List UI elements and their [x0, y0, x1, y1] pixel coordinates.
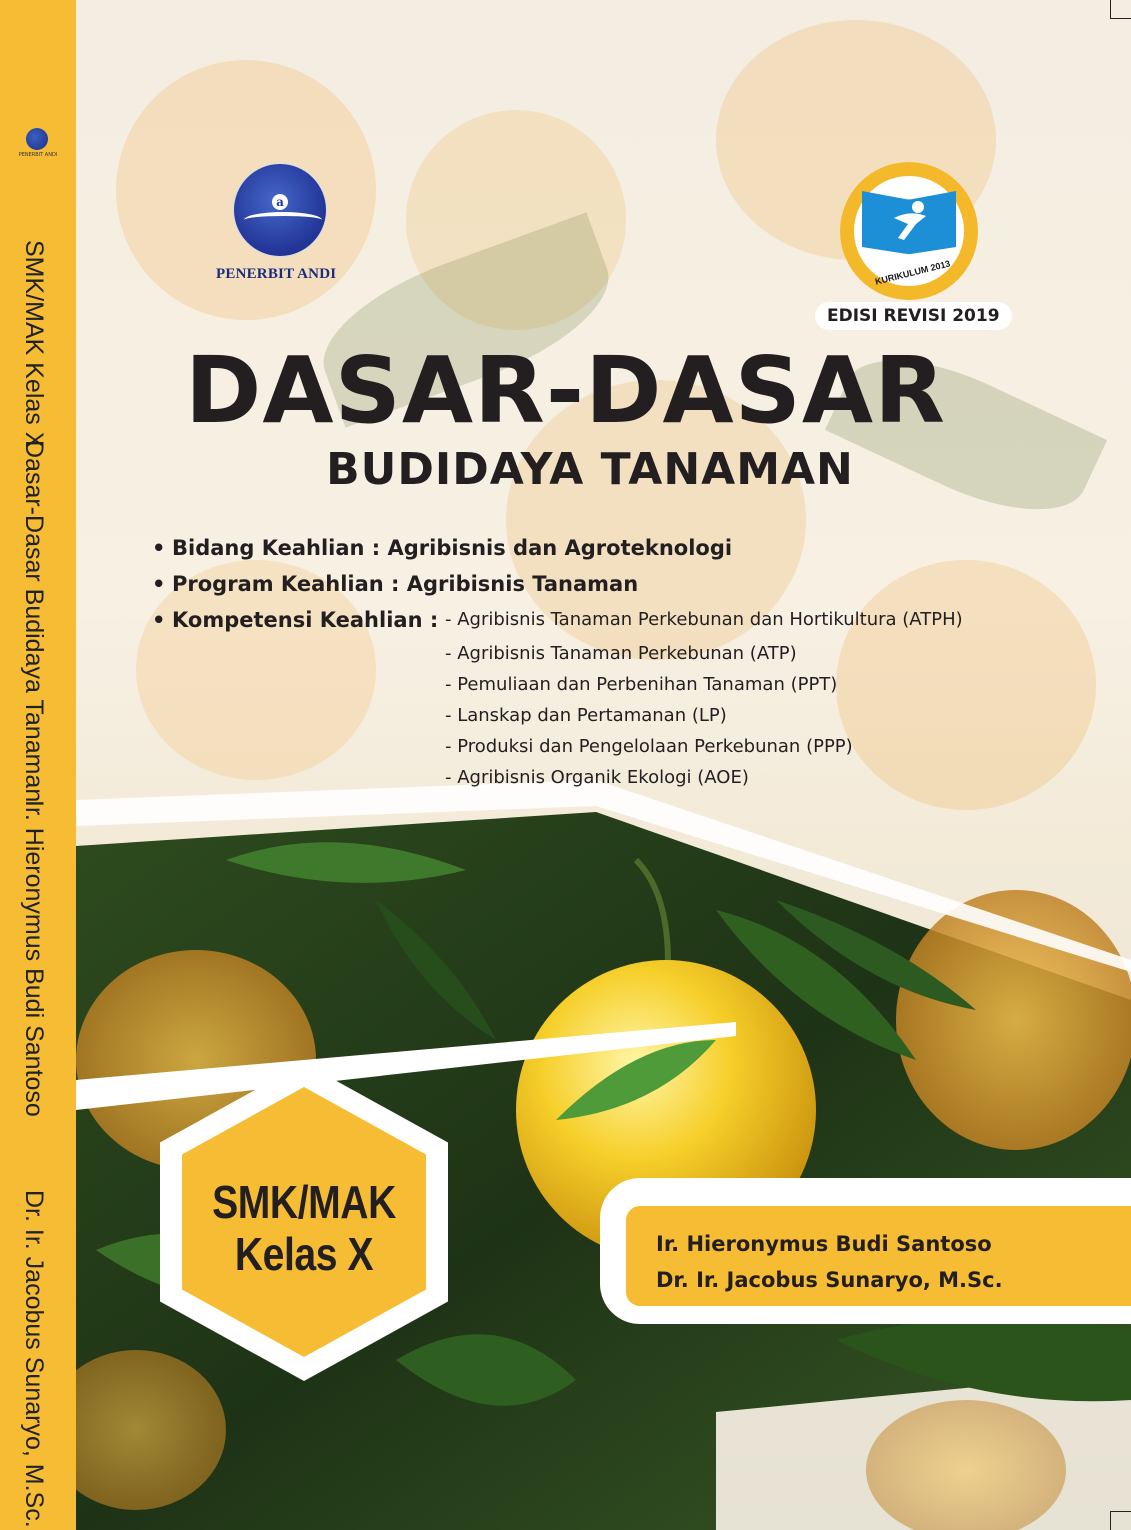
kompetensi-item: - Agribisnis Organik Ekologi (AOE)	[445, 767, 749, 788]
edition-badge: EDISI REVISI 2019	[815, 302, 1012, 330]
student-figure-icon	[890, 200, 930, 244]
spec-program-text: Program Keahlian : Agribisnis Tanaman	[172, 572, 639, 596]
grade-line-1: SMK/MAK	[212, 1176, 396, 1228]
kompetensi-item: - Lanskap dan Pertamanan (LP)	[445, 705, 727, 726]
kompetensi-item: - Agribisnis Tanaman Perkebunan (ATP)	[445, 643, 797, 664]
spec-bidang-text: Bidang Keahlian : Agribisnis dan Agroteknologi	[172, 536, 733, 560]
spec-program	[152, 566, 1052, 602]
spec-kompetensi-label: Kompetensi Keahlian :	[172, 608, 439, 632]
book-title: DASAR-DASAR	[185, 337, 946, 444]
author-2: Dr. Ir. Jacobus Sunaryo, M.Sc.	[656, 1268, 1003, 1292]
spine-publisher-name: PENERBIT ANDI	[18, 152, 58, 158]
publisher-logo-small-icon	[26, 128, 48, 150]
author-1: Ir. Hieronymus Budi Santoso	[656, 1232, 992, 1256]
logo-wing-shape	[244, 212, 322, 228]
spine-author-2: Dr. Ir. Jacobus Sunaryo, M.Sc.	[20, 1190, 48, 1528]
badge-label: KURIKULUM 2013	[874, 258, 952, 287]
grade-label	[200, 1176, 407, 1280]
kompetensi-item: - Pemuliaan dan Perbenihan Tanaman (PPT)	[445, 674, 838, 695]
spine-title: Dasar-Dasar Budidaya Tanaman	[20, 440, 48, 803]
kurikulum-badge	[840, 162, 978, 300]
spine-grade: SMK/MAK Kelas X	[20, 240, 48, 449]
grade-line-2: Kelas X	[234, 1228, 374, 1280]
specifications	[152, 530, 1052, 788]
book-spine	[0, 0, 76, 1530]
book-subtitle: BUDIDAYA TANAMAN	[326, 444, 854, 495]
logo-letter: a	[272, 194, 288, 210]
bullet-icon: •	[152, 536, 166, 560]
kompetensi-list	[445, 602, 963, 793]
spec-bidang	[152, 530, 1052, 566]
bullet-icon: •	[152, 608, 166, 632]
publisher-name: PENERBIT ANDI	[216, 266, 337, 282]
kompetensi-item: - Produksi dan Pengelolaan Perkebunan (PPP)	[445, 736, 853, 757]
blurred-lemon	[866, 1400, 1066, 1530]
authors	[656, 1226, 1003, 1298]
spine-author-1: Ir. Hieronymus Budi Santoso	[20, 800, 48, 1117]
bullet-icon: •	[152, 572, 166, 596]
publisher-logo-icon	[234, 164, 326, 256]
crop-mark-top	[1110, 0, 1131, 19]
crop-mark-bottom	[1110, 1511, 1131, 1530]
kompetensi-item: - Agribisnis Tanaman Perkebunan dan Hortikultura (ATPH)	[445, 609, 963, 630]
